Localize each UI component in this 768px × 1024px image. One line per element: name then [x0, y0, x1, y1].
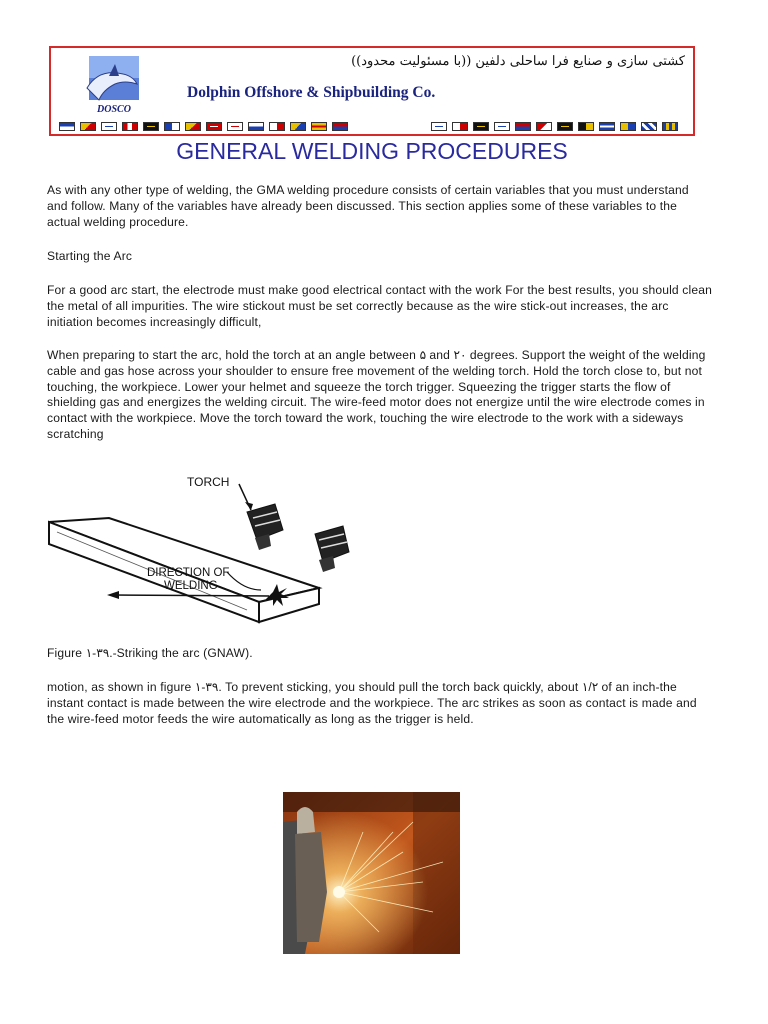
intro-paragraph: As with any other type of welding, the GMA welding procedure consists of certain variables that you must understand and follow. Many of the variables have already been discussed. This section applies some of these variables to the actual welding procedure. [47, 183, 689, 229]
welding-photo [283, 792, 460, 954]
signal-flags-right [431, 122, 678, 131]
torch-label: TORCH [187, 475, 230, 489]
letterhead [49, 46, 695, 136]
dolphin-logo-icon [79, 54, 149, 116]
page-title: GENERAL WELDING PROCEDURES [176, 138, 568, 164]
torch-icon [247, 504, 283, 550]
logo-text: DOSCO [97, 104, 131, 115]
persian-company-name: کشتی سازی و صنایع فرا ساحلی دلفین ((با مسئولیت محدود)) [351, 54, 685, 69]
arc-start-paragraph: For a good arc start, the electrode must make good electrical contact with the work For the best results, you should clean the metal of all impurities. The wire stickout must be set correctly because as the wire stick-out increases, the arc initiation becomes increasingly difficult, [47, 283, 712, 329]
motion-paragraph: motion, as shown in figure ۱-۳۹. To prevent sticking, you should pull the torch back quickly, about ۱/۲ of an inch-the instant contact is made between the wire electrode and the workpiece. The arc strikes as soon as contact is made and the wire-feed motor feeds the wire automatically as long as the trigger is held. [47, 680, 697, 726]
preparing-paragraph: When preparing to start the arc, hold the torch at an angle between ۵ and ۲۰ degrees. Support the weight of the welding cable and gas hose across your shoulder to ensure free movement of the welding torch. Hold the torch close to, but not touching, the workpiece. Lower your helmet and squeeze the torch trigger. Squeezing the trigger starts the flow of shielding gas and energizes the welding circuit. The wire-feed motor does not energize until the wire electrode comes in contact with the workpiece. Move the torch toward the work, touching the wire electrode to the work with a sideways scratching [47, 348, 706, 441]
striking-arc-diagram [47, 472, 367, 632]
company-name: Dolphin Offshore & Shipbuilding Co. [187, 84, 436, 101]
figure-caption: Figure ۱-۳۹.-Striking the arc (GNAW). [47, 646, 253, 660]
section-heading: Starting the Arc [47, 249, 133, 263]
direction-label-line2: WELDING [164, 580, 218, 592]
direction-label-line1: DIRECTION OF [147, 567, 230, 579]
torch-icon-2 [315, 526, 349, 572]
grinding-sparks-image [283, 792, 460, 954]
signal-flags-left [59, 122, 348, 131]
